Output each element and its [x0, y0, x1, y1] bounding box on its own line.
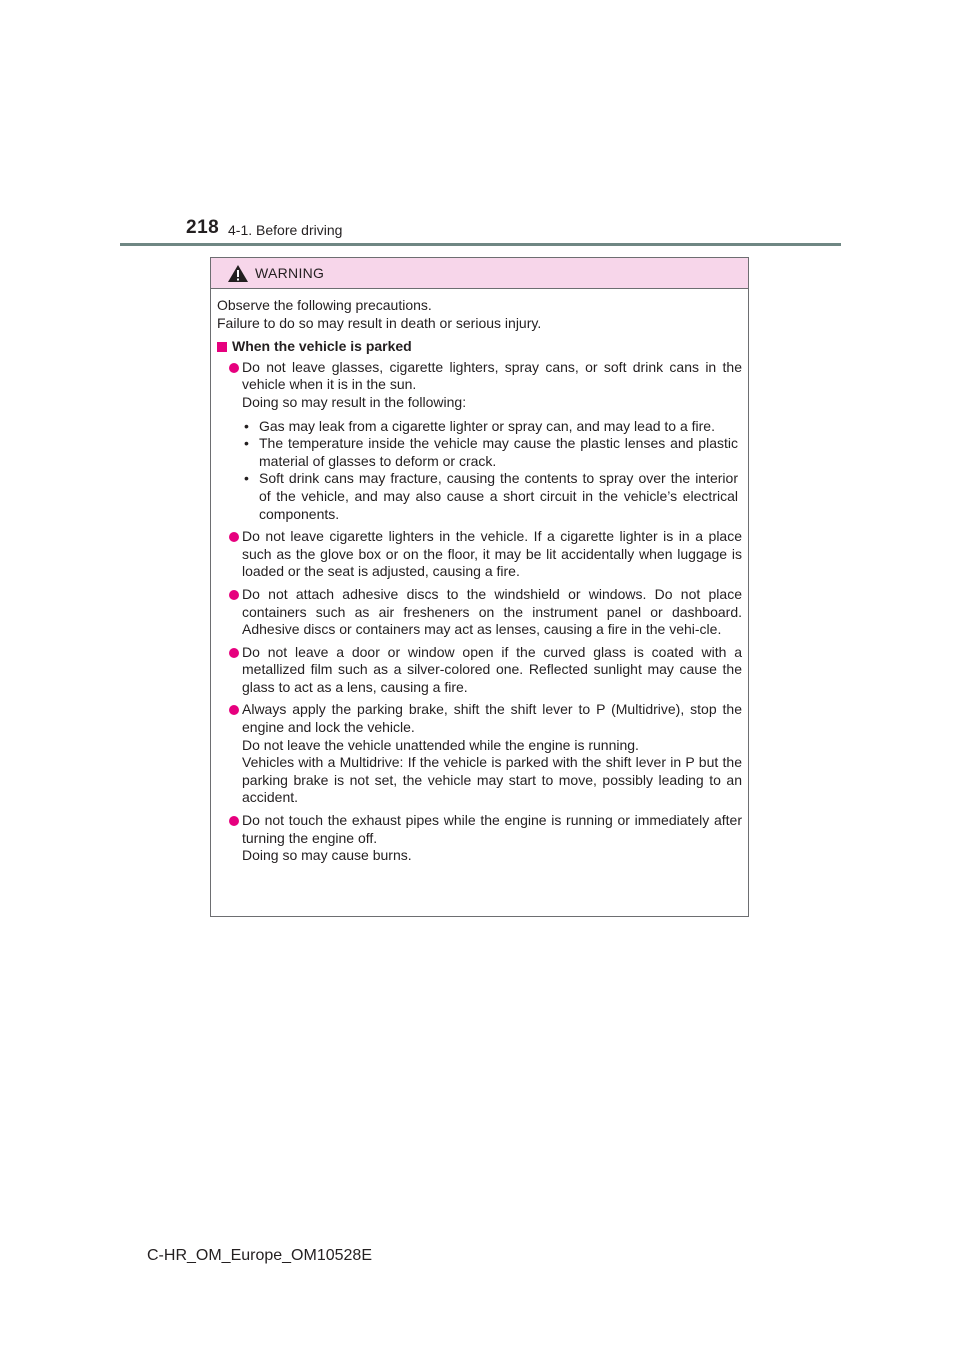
section-title: 4-1. Before driving [228, 222, 343, 238]
warning-subitem: • The temperature inside the vehicle may cause the plastic lenses and plastic material of glasses to deform or crack. [242, 435, 742, 470]
warning-intro [217, 297, 742, 332]
warning-title: WARNING [255, 265, 325, 281]
warning-box [210, 257, 749, 917]
warning-item-paragraph: Do not leave a door or window open if the curved glass is coated with a metallized film such as a silver-colored one. Reflected sunlight may cause the glass to act as a lens, causing a fire. [242, 643, 742, 695]
intro-line: Observe the following precautions. [217, 297, 432, 313]
warning-item [217, 586, 742, 639]
warning-items [217, 359, 742, 865]
warning-subitem: • Gas may leak from a cigarette lighter or spray can, and may lead to a fire. [242, 418, 742, 436]
warning-item [217, 359, 742, 523]
header-rule [120, 243, 841, 246]
warning-item-paragraph: Vehicles with a Multidrive: If the vehicle is parked with the shift lever in P but the parking brake is not set, the vehicle may start to move, possibly leading to an accident. [242, 754, 742, 806]
warning-triangle-icon [227, 264, 249, 283]
footer-document-code: C-HR_OM_Europe_OM10528E [147, 1247, 372, 1264]
warning-item-paragraph: Do not leave glasses, cigarette lighters, spray cans, or soft drink cans in the vehicle when it is in the sun. [242, 358, 742, 393]
warning-item [217, 644, 742, 697]
warning-subitem: • Soft drink cans may fracture, causing the contents to spray over the interior of the vehicle, and may also cause a short circuit in the vehicle’s electrical components. [242, 470, 742, 523]
warning-item-paragraph: Do not leave cigarette lighters in the vehicle. If a cigarette lighter is in a place such as the glove box or on the floor, it may be lit accidentally when luggage is loaded or the seat is adjusted, causing a fire. [242, 528, 742, 580]
warning-item [217, 812, 742, 865]
warning-item-paragraph: Do not leave the vehicle unattended while the engine is running. [242, 736, 639, 753]
intro-line: Failure to do so may result in death or serious injury. [217, 314, 542, 331]
subheading-text: When the vehicle is parked [232, 338, 412, 355]
warning-item-paragraph: Do not touch the exhaust pipes while the engine is running or immediately after turning the engine off. [242, 812, 742, 846]
warning-item-paragraph: Do not attach adhesive discs to the windshield or windows. Do not place containers such as air fresheners on the instrument panel or dashboard. Adhesive discs or containers may act as lenses, causing a fire in the vehi-cle. [242, 585, 742, 638]
warning-item-paragraph: Doing so may result in the following: [242, 393, 467, 410]
warning-subitems [242, 418, 742, 524]
page-number: 218 [186, 217, 220, 238]
warning-subheading [217, 338, 742, 356]
warning-item-paragraph: Always apply the parking brake, shift the shift lever to P (Multidrive), stop the engine and lock the vehicle. [242, 701, 742, 736]
warning-item [217, 528, 742, 581]
square-bullet-icon [217, 342, 227, 352]
warning-item-paragraph: Doing so may cause burns. [242, 847, 412, 864]
warning-item [217, 701, 742, 807]
warning-body [211, 289, 748, 865]
warning-header [211, 258, 748, 289]
